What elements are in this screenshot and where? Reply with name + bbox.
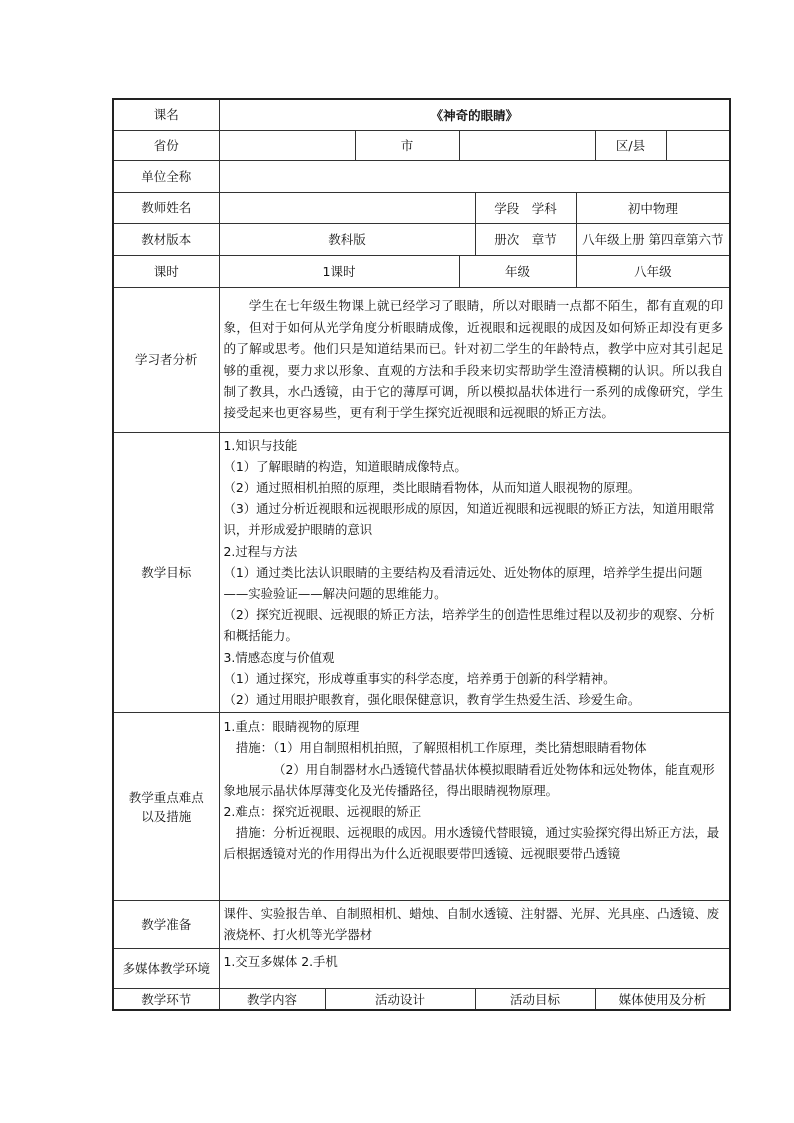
- course-label: 课名: [113, 99, 219, 130]
- learner-label: 学习者分析: [113, 287, 219, 432]
- keypoints-label: 教学重点难点以及措施: [113, 713, 219, 901]
- row-textbook: [113, 223, 730, 255]
- goals-line: （2）通过用眼护眼教育，强化眼保健意识，教育学生热爱生活、珍爱生命。: [223, 691, 641, 707]
- lesson-plan-table: [112, 98, 731, 1011]
- keypoints-line: （2）用自制器材水凸透镜代替晶状体模拟眼睛看近处物体和远处物体，能直观形象地展示晶状体厚薄变化及光传播路径，得出眼睛视物原理。: [223, 761, 715, 798]
- goals-line: （3）通过分析近视眼和远视眼形成的原因，知道近视眼和远视眼的矫正方法，知道用眼常识，并形成爱护眼睛的意识: [223, 501, 715, 538]
- header-activity-design: 活动设计: [325, 988, 475, 1010]
- keypoints-line: 2.难点：探究近视眼、远视眼的矫正: [223, 803, 422, 819]
- city-value: [459, 130, 595, 160]
- province-label: 省份: [113, 130, 219, 160]
- unit-value: [219, 160, 730, 192]
- course-title: 《神奇的眼睛》: [219, 99, 730, 130]
- volume-chapter-label: 册次 章节: [475, 223, 576, 255]
- goals-line: （1）了解眼睛的构造，知道眼睛成像特点。: [223, 458, 467, 474]
- period-value: 1课时: [219, 255, 459, 287]
- prep-text: 课件、实验报告单、自制照相机、蜡烛、自制水透镜、注射器、光屏、光具座、凸透镜、废液烧杯、打火机等光学器材: [219, 901, 730, 948]
- prep-label: 教学准备: [113, 901, 219, 948]
- district-label: 区/县: [595, 130, 666, 160]
- unit-label: 单位全称: [113, 160, 219, 192]
- goals-label: 教学目标: [113, 432, 219, 713]
- row-media: [113, 948, 730, 988]
- teacher-label: 教师姓名: [113, 192, 219, 223]
- grade-value: 八年级: [576, 255, 730, 287]
- row-learner: [113, 287, 730, 432]
- goals-line: （1）通过探究，形成尊重事实的科学态度，培养勇于创新的科学精神。: [223, 670, 616, 686]
- keypoints-line: 措施：（1）用自制照相机拍照，了解照相机工作原理，类比猜想眼睛看物体: [235, 740, 647, 756]
- stage-subject-value: 初中物理: [576, 192, 730, 223]
- row-course: [113, 99, 730, 130]
- province-value: [219, 130, 355, 160]
- volume-chapter-value: 八年级上册 第四章第六节: [576, 223, 730, 255]
- period-label: 课时: [113, 255, 219, 287]
- stage-subject-label: 学段 学科: [475, 192, 576, 223]
- goals-line: （2）探究近视眼、远视眼的矫正方法，培养学生的创造性思维过程以及初步的观察、分析和概括能力。: [223, 607, 715, 644]
- keypoints-line: 措施：分析近视眼、远视眼的成因。用水透镜代替眼镜，通过实验探究得出矫正方法，最后根据透镜对光的作用得出为什么近视眼要带凹透镜、远视眼要带凸透镜: [223, 825, 720, 862]
- district-value: [666, 130, 730, 160]
- header-media-use: 媒体使用及分析: [595, 988, 730, 1010]
- header-teaching-content: 教学内容: [219, 988, 325, 1010]
- goals-line: 2.过程与方法: [223, 543, 298, 559]
- teacher-value: [219, 192, 475, 223]
- row-prep: [113, 901, 730, 948]
- goals-line: （1）通过类比法认识眼睛的主要结构及看清远处、近处物体的原理，培养学生提出问题——实验验证——解决问题的思维能力。: [223, 564, 703, 601]
- textbook-label: 教材版本: [113, 223, 219, 255]
- row-teacher: [113, 192, 730, 223]
- goals-line: 3.情感态度与价值观: [223, 649, 335, 665]
- goals-line: 1.知识与技能: [223, 437, 298, 453]
- textbook-value: 教科版: [219, 223, 475, 255]
- grade-label: 年级: [459, 255, 576, 287]
- row-unit: [113, 160, 730, 192]
- keypoints-line: 1.重点：眼睛视物的原理: [223, 719, 360, 735]
- row-keypoints: [113, 713, 730, 901]
- goals-line: （2）通过照相机拍照的原理，类比眼睛看物体，从而知道人眼视物的原理。: [223, 479, 641, 495]
- media-text: 1.交互多媒体 2.手机: [219, 948, 730, 988]
- row-period: [113, 255, 730, 287]
- keypoints-content: [219, 713, 730, 901]
- city-label: 市: [355, 130, 459, 160]
- learner-analysis-text: 学生在七年级生物课上就已经学习了眼睛，所以对眼睛一点都不陌生，都有直观的印象，但对于如何从光学角度分析眼睛成像，近视眼和远视眼的成因及如何矫正却没有更多的了解或思考。他们只是知道结果而已。针对初二学生的年龄特点，教学中应对其引起足够的重视，要力求以形象、直观的方法和手段来切实帮助学生澄清模糊的认识。所以我自制了教具，水凸透镜，由于它的薄厚可调，所以模拟晶状体进行一系列的成像研究，学生接受起来也更容易些，更有利于学生探究近视眼和远视眼的矫正方法。: [219, 287, 730, 432]
- goals-content: [219, 432, 730, 713]
- row-goals: [113, 432, 730, 713]
- media-label: 多媒体教学环境: [113, 948, 219, 988]
- header-teaching-step: 教学环节: [113, 988, 219, 1010]
- row-province: [113, 130, 730, 160]
- row-footer-headers: [113, 988, 730, 1010]
- header-activity-goal: 活动目标: [475, 988, 595, 1010]
